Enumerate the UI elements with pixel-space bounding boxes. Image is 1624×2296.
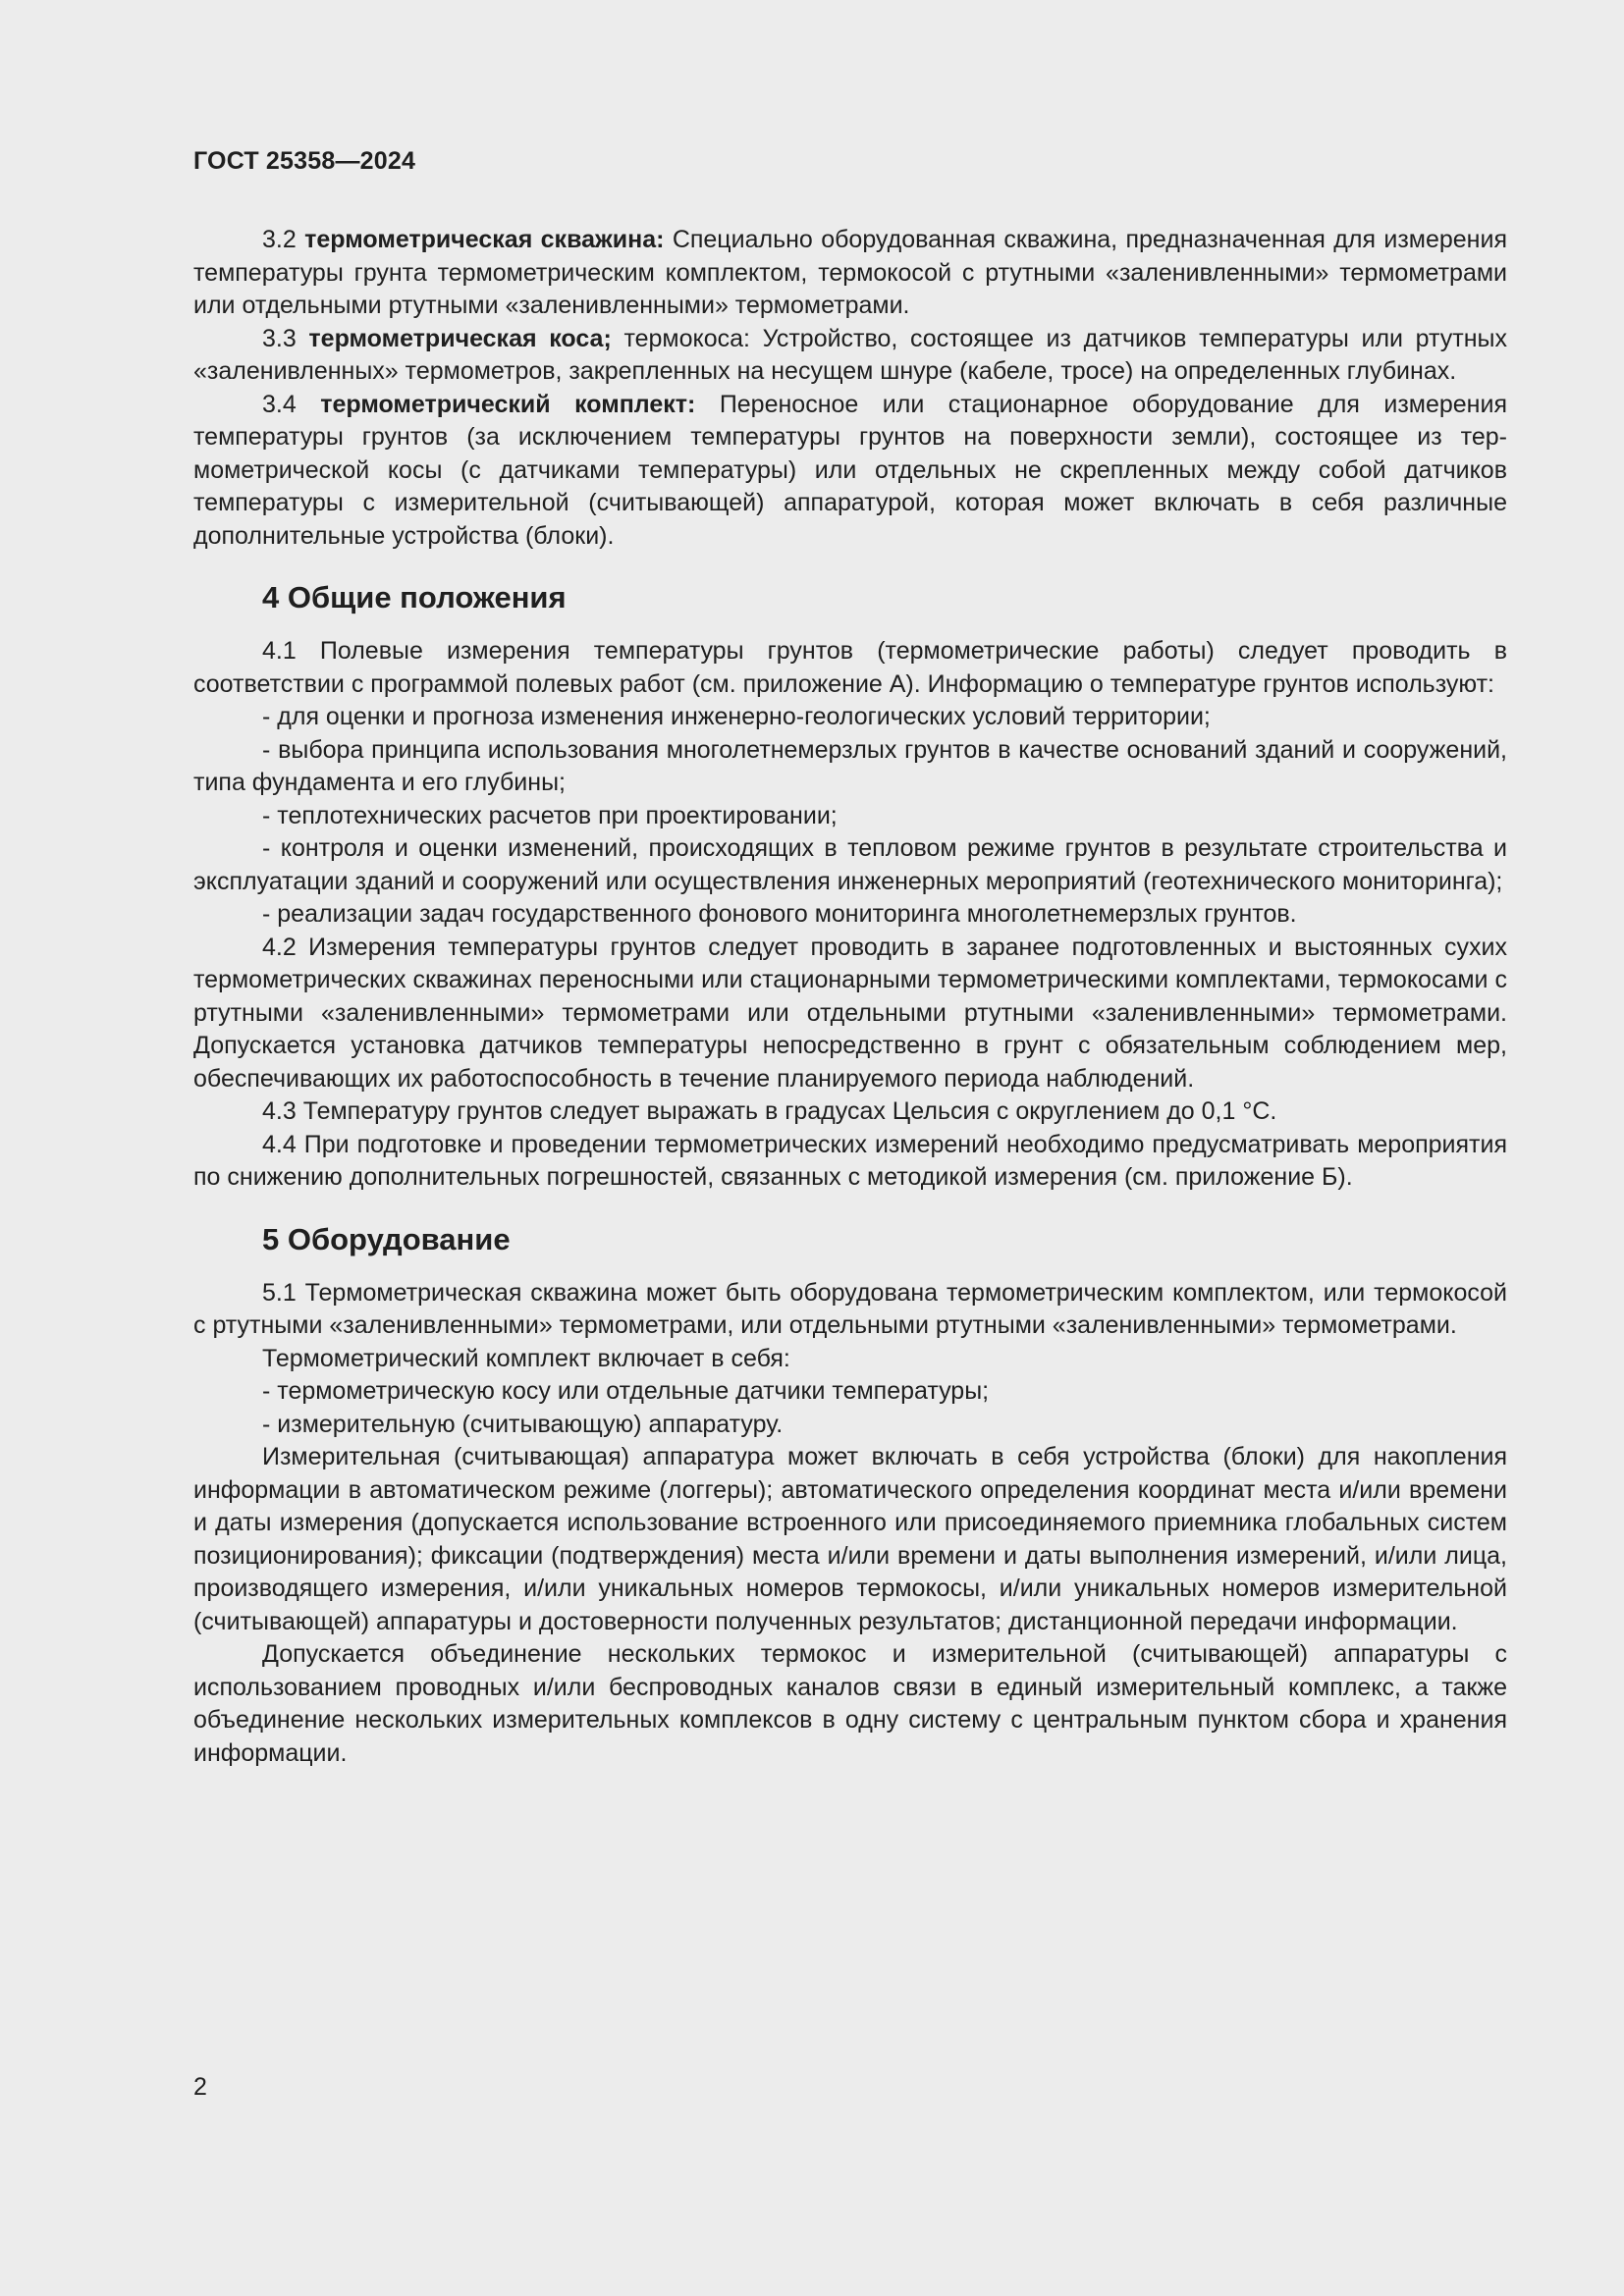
list-item: - измерительную (считывающую) аппаратуру. [262, 1410, 784, 1438]
clause-number: 3.4 [262, 390, 297, 418]
clause-number: 3.2 [262, 226, 297, 253]
term: термометрическая скважина: [304, 226, 665, 253]
list-item: - для оценки и прогноза изменения инженерно-геологических условий территории; [262, 703, 1211, 730]
kit-intro: Термометрический комплект включает в себя: [262, 1344, 790, 1372]
clause-3-4 [193, 389, 1507, 554]
definition: Специально оборудованная скважина, предназначенная для измерения температуры грунта термометрическим комплектом, термокосой с ртутными «заленивленными» термометрами или отдельными ртутными «заленивленными» термометрами. [193, 226, 1507, 319]
term: термометрический комплект: [320, 390, 696, 418]
list-item: - контроля и оценки изменений, происходящих в тепловом режиме грунтов в результате строительства и эксплуатации зданий и сооружений или осуществления инженерных мероприятий (геотехнического мониторинга); [193, 834, 1507, 895]
definition: Переносное или стационарное оборудование для измерения температуры грунтов (за исключением температуры грунтов на поверхности земли), состоящее из термометрической косы (с датчиками температуры) или отдельных не скрепленных между собой датчиков температуры с измерительной (считывающей) аппаратурой, которая может включать в себя различные дополнительные устройства (блоки). [193, 390, 1507, 550]
clause-4-1: 4.1 Полевые измерения температуры грунтов (термометрические работы) следует проводить в соответствии с программой полевых работ (см. приложение А). Информацию о температуре грунтов используют: [193, 637, 1507, 698]
document-body [193, 224, 1507, 1770]
clause-4-3: 4.3 Температуру грунтов следует выражать в градусах Цельсия с округлением до 0,1 °С. [262, 1097, 1277, 1125]
combine-paragraph: Допускается объединение нескольких термокос и измерительной (считывающей) аппаратуры с использованием проводных и/или беспроводных каналов связи в единый измерительный комплекс, а также объединение нескольких измерительных комплексов в одну систему с центральным пунктом сбора и хранения информации. [193, 1640, 1507, 1767]
clause-number: 3.3 [262, 324, 297, 352]
clause-3-3 [193, 323, 1507, 389]
section-5-heading: 5 Оборудование [262, 1221, 511, 1256]
term: термометрическая коса; [308, 324, 612, 352]
clause-4-2: 4.2 Измерения температуры грунтов следует проводить в заранее подготовленных и выстоянных сухих термометрических скважинах переносными или стационарными термометрическими комплектами, термокосами с ртутными «заленивленными» термометрами или отдельными ртутными «заленивленными» термометрами. Допускается установка датчиков температуры непосредственно в грунт с обязательным соблюдением мер, обеспечивающих их работоспособность в течение планируемого периода наблюдений. [193, 933, 1507, 1093]
list-item: - реализации задач государственного фонового мониторинга многолетнемерзлых грунтов. [262, 900, 1297, 928]
definition: термокоса: Устройство, состоящее из датчиков температуры или ртутных «заленивленных» термометров, закрепленных на несущем шнуре (кабеле, тросе) на определенных глубинах. [193, 324, 1507, 385]
clause-3-2 [193, 224, 1507, 323]
document-code-header: ГОСТ 25358—2024 [193, 147, 416, 175]
apparatus-paragraph: Измерительная (считывающая) аппаратура может включать в себя устройства (блоки) для накопления информации в автоматическом режиме (логгеры); автоматического определения координат места и/или времени и даты измерения (допускается использование встроенного или присоединяемого приемника глобальных систем позиционирования); фиксации (подтверждения) места и/или времени и даты выполнения измерений, и/или лица, производящего измерения, и/или уникальных номеров термокосы, и/или уникальных номеров измерительной (считывающей) аппаратуры и достоверности полученных результатов; дистанционной передачи информации. [193, 1443, 1507, 1635]
page-number: 2 [193, 2073, 207, 2101]
list-item: - термометрическую косу или отдельные датчики температуры; [262, 1377, 990, 1405]
clause-4-4: 4.4 При подготовке и проведении термометрических измерений необходимо предусматривать мероприятия по снижению дополнительных погрешностей, связанных с методикой измерения (см. приложение Б). [193, 1130, 1507, 1191]
clause-5-1: 5.1 Термометрическая скважина может быть оборудована термометрическим комплектом, или термокосой с ртутными «заленивленными» термометрами, или отдельными ртутными «заленивленными» термометрами. [193, 1278, 1507, 1339]
list-item: - выбора принципа использования многолетнемерзлых грунтов в качестве оснований зданий и сооружений, типа фундамента и его глубины; [193, 735, 1507, 796]
list-item: - теплотехнических расчетов при проектировании; [262, 801, 838, 829]
section-4-heading: 4 Общие положения [262, 580, 567, 614]
